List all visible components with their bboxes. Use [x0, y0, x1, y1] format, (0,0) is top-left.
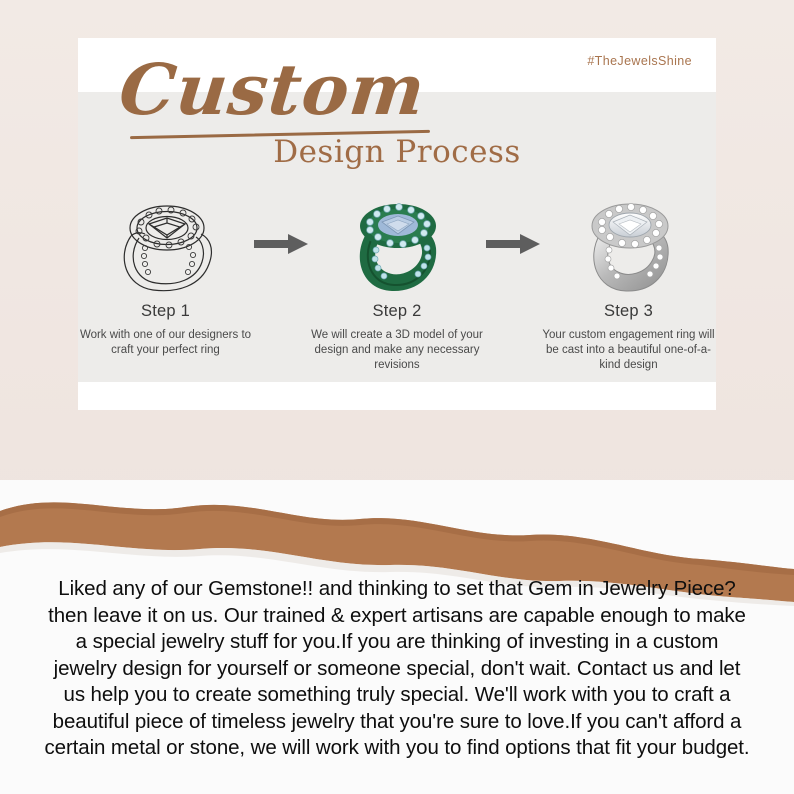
- page-title: Custom: [115, 48, 430, 131]
- arrow-right-icon: [486, 233, 540, 255]
- step-3-description: Your custom engagement ring will be cast into a beautiful one-of-a-kind design: [542, 329, 715, 371]
- ring-sketch-outline-icon: [101, 190, 231, 298]
- step-1-label: Step 1: [141, 302, 190, 320]
- step-3-image: [541, 188, 716, 300]
- steps-row: [78, 188, 716, 388]
- custom-design-process-card: [78, 38, 716, 410]
- arrow-2: [485, 188, 542, 300]
- step-2-description: We will create a 3D model of your design and make any necessary revisions: [311, 329, 483, 371]
- step-2: [310, 188, 485, 373]
- step-2-image: [310, 188, 485, 300]
- body-paragraph: Liked any of our Gemstone!! and thinking to set that Gem in Jewelry Piece? then leave it on us. Our trained & expert artisans are capable enough to make a special jewelry stuff for you.If you are thinking of investing in a custom jewelry design for yourself or someone special, don't wait. Contact us and let us help you to create something truly special. We'll work with you to craft a beautiful piece of timeless jewelry that you're sure to love.If you can't afford a certain metal or stone, we will work with you to find options that fit your budget.: [44, 577, 750, 759]
- step-1-description: Work with one of our designers to craft your perfect ring: [79, 329, 252, 356]
- page-subtitle: Design Process: [273, 134, 521, 170]
- step-1: [78, 188, 253, 358]
- step-2-label: Step 2: [372, 302, 422, 320]
- step-1-image: [78, 188, 253, 300]
- hashtag-label: #TheJewelsShine: [587, 54, 692, 68]
- ring-3d-model-green-icon: [332, 190, 462, 298]
- arrow-1: [253, 188, 310, 300]
- step-3: [541, 188, 716, 373]
- ring-finished-silver-icon: [564, 190, 694, 298]
- step-3-label: Step 3: [604, 302, 653, 320]
- arrow-right-icon: [254, 233, 308, 255]
